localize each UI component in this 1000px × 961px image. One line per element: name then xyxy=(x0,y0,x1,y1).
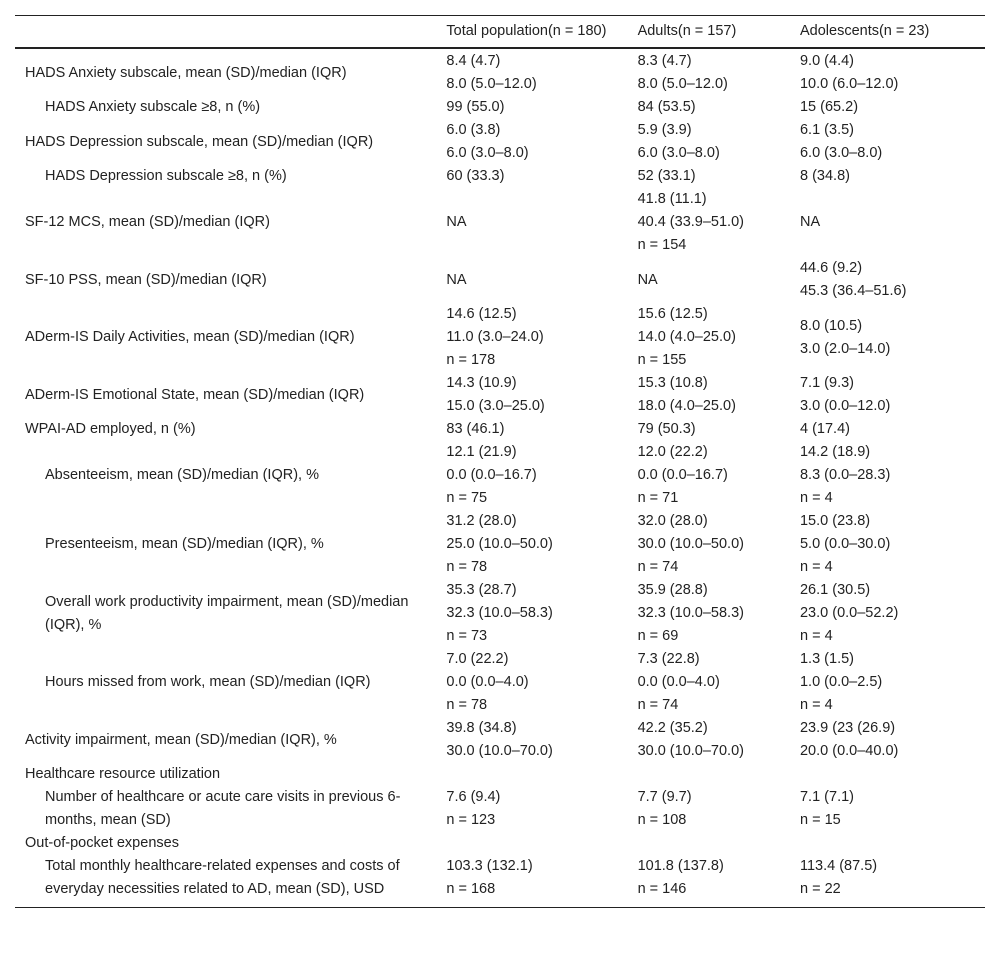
cell-value: 30.0 (10.0–50.0) xyxy=(637,536,744,552)
cell-value: n = 74 xyxy=(637,559,679,575)
cell-value: 12.1 (21.9) xyxy=(446,444,517,460)
cell-adolescents xyxy=(790,510,985,579)
cell-value: 8.0 (5.0–12.0) xyxy=(637,76,728,92)
cell-value: 42.2 (35.2) xyxy=(637,720,708,736)
table-row xyxy=(15,372,985,418)
header-adults-text: Adults(n = 157) xyxy=(637,23,737,39)
row-label: SF-12 MCS, mean (SD)/median (IQR) xyxy=(25,214,270,230)
cell-value: n = 69 xyxy=(637,628,679,644)
cell-adolescents xyxy=(790,303,985,372)
row-label: HADS Depression subscale ≥8, n (%) xyxy=(45,168,287,184)
cell-value: 0.0 (0.0–4.0) xyxy=(446,674,529,690)
cell-value: 5.0 (0.0–30.0) xyxy=(799,536,891,552)
cell-value: 4 (17.4) xyxy=(799,421,850,437)
cell-adults xyxy=(628,257,790,303)
row-label: HADS Depression subscale, mean (SD)/median (IQR) xyxy=(25,133,374,150)
cell-adults xyxy=(628,48,790,96)
cell-total xyxy=(436,717,627,763)
cell-value: n = 4 xyxy=(799,628,833,644)
cell-value: n = 178 xyxy=(446,352,496,368)
cell-value: 6.0 (3.8) xyxy=(446,122,501,138)
cell-adolescents xyxy=(790,257,985,303)
table-row xyxy=(15,648,985,717)
cell-adults xyxy=(628,717,790,763)
row-label: HADS Anxiety subscale ≥8, n (%) xyxy=(45,99,261,115)
table-row xyxy=(15,855,985,908)
cell-value: 44.6 (9.2) xyxy=(799,260,863,276)
cell-value: n = 146 xyxy=(637,881,687,897)
cell-value: 6.0 (3.0–8.0) xyxy=(799,145,883,161)
cell-value: 14.6 (12.5) xyxy=(446,306,517,322)
cell-adolescents xyxy=(790,855,985,908)
cell-value: n = 155 xyxy=(637,352,687,368)
cell-adults xyxy=(628,303,790,372)
cell-value: n = 73 xyxy=(446,628,488,644)
cell-value: 7.0 (22.2) xyxy=(446,651,509,667)
row-label: WPAI-AD employed, n (%) xyxy=(25,421,196,437)
cell-value: n = 74 xyxy=(637,697,679,713)
table-row xyxy=(15,832,985,855)
cell-value: n = 108 xyxy=(637,812,687,828)
cell-adolescents xyxy=(790,372,985,418)
cell-value: NA xyxy=(446,214,467,230)
row-label: SF-10 PSS, mean (SD)/median (IQR) xyxy=(25,271,267,288)
cell-value: 101.8 (137.8) xyxy=(637,858,724,874)
cell-value: 1.3 (1.5) xyxy=(799,651,854,667)
table-row xyxy=(15,119,985,165)
cell-adolescents xyxy=(790,418,985,441)
table-row xyxy=(15,418,985,441)
cell-value: 32.3 (10.0–58.3) xyxy=(637,605,744,621)
cell-adults xyxy=(628,579,790,648)
cell-adolescents xyxy=(790,96,985,119)
cell-value: 23.0 (0.0–52.2) xyxy=(799,605,899,621)
cell-adolescents xyxy=(790,648,985,717)
cell-value: NA xyxy=(446,271,467,288)
cell-value: 14.3 (10.9) xyxy=(446,375,517,391)
cell-value: 32.3 (10.0–58.3) xyxy=(446,605,553,621)
outcomes-table xyxy=(15,15,985,908)
cell-value: 6.0 (3.0–8.0) xyxy=(637,145,720,161)
row-label: HADS Anxiety subscale, mean (SD)/median (IQR) xyxy=(25,64,347,81)
cell-adults xyxy=(628,855,790,908)
cell-value: 8.3 (4.7) xyxy=(637,53,692,69)
cell-adults xyxy=(628,188,790,257)
cell-value: 14.2 (18.9) xyxy=(799,444,871,460)
cell-value: n = 154 xyxy=(637,237,687,253)
cell-total xyxy=(436,648,627,717)
cell-total xyxy=(436,763,627,786)
cell-total xyxy=(436,303,627,372)
cell-value: 7.7 (9.7) xyxy=(637,789,692,805)
cell-value: 30.0 (10.0–70.0) xyxy=(446,743,553,759)
cell-value: 31.2 (28.0) xyxy=(446,513,517,529)
table-row xyxy=(15,48,985,96)
row-label: Absenteeism, mean (SD)/median (IQR), % xyxy=(45,467,319,483)
table-body xyxy=(15,48,985,908)
table-row xyxy=(15,441,985,510)
cell-value: 52 (33.1) xyxy=(637,168,696,184)
cell-adolescents xyxy=(790,579,985,648)
cell-adolescents xyxy=(790,786,985,832)
header-label-cell xyxy=(15,16,436,49)
cell-value: 8.4 (4.7) xyxy=(446,53,501,69)
cell-value: 8.0 (10.5) xyxy=(799,317,863,334)
cell-value: 79 (50.3) xyxy=(637,421,696,437)
cell-value: 113.4 (87.5) xyxy=(799,858,878,874)
row-label: Total monthly healthcare-related expenses and costs of everyday necessities related to AD, mean (SD), USD xyxy=(45,858,400,897)
cell-value: 15.0 (23.8) xyxy=(799,513,871,529)
row-label: ADerm-IS Emotional State, mean (SD)/median (IQR) xyxy=(25,386,365,403)
cell-value: n = 75 xyxy=(446,490,488,506)
cell-adolescents xyxy=(790,763,985,786)
cell-value: 60 (33.3) xyxy=(446,168,505,184)
row-label: Overall work productivity impairment, mean (SD)/median (IQR), % xyxy=(45,593,409,633)
cell-value: 1.0 (0.0–2.5) xyxy=(799,674,883,690)
cell-value: 84 (53.5) xyxy=(637,99,696,115)
cell-adolescents xyxy=(790,119,985,165)
cell-value: 8.3 (0.0–28.3) xyxy=(799,467,891,483)
cell-value: 7.6 (9.4) xyxy=(446,789,501,805)
cell-value: 3.0 (0.0–12.0) xyxy=(799,398,891,414)
cell-value: 0.0 (0.0–4.0) xyxy=(637,674,720,690)
table-row xyxy=(15,717,985,763)
cell-value: 35.3 (28.7) xyxy=(446,582,517,598)
cell-value: 7.1 (7.1) xyxy=(799,789,854,805)
header-total-text: Total population(n = 180) xyxy=(446,23,607,39)
cell-total xyxy=(436,96,627,119)
row-label: Hours missed from work, mean (SD)/median (IQR) xyxy=(45,674,371,690)
cell-adults xyxy=(628,832,790,855)
header-row xyxy=(15,16,985,49)
header-total-population xyxy=(436,16,627,49)
cell-value: 0.0 (0.0–16.7) xyxy=(637,467,728,483)
cell-value: 15.6 (12.5) xyxy=(637,306,708,322)
table-row xyxy=(15,579,985,648)
row-label: Presenteeism, mean (SD)/median (IQR), % xyxy=(45,536,324,552)
cell-adults xyxy=(628,786,790,832)
cell-value: 3.0 (2.0–14.0) xyxy=(799,340,891,357)
cell-adults xyxy=(628,648,790,717)
cell-value: 45.3 (36.4–51.6) xyxy=(799,283,907,299)
cell-value: 8 (34.8) xyxy=(799,168,850,184)
cell-value: n = 123 xyxy=(446,812,496,828)
row-label: Healthcare resource utilization xyxy=(25,766,221,782)
cell-adolescents xyxy=(790,832,985,855)
cell-adolescents xyxy=(790,188,985,257)
cell-adolescents xyxy=(790,717,985,763)
cell-value: 26.1 (30.5) xyxy=(799,582,871,598)
cell-value: n = 15 xyxy=(799,812,841,828)
cell-value: n = 4 xyxy=(799,559,833,575)
cell-value: 40.4 (33.9–51.0) xyxy=(637,214,744,230)
cell-value: 25.0 (10.0–50.0) xyxy=(446,536,553,552)
table-row xyxy=(15,303,985,372)
cell-value: 32.0 (28.0) xyxy=(637,513,708,529)
row-label: ADerm-IS Daily Activities, mean (SD)/median (IQR) xyxy=(25,329,355,345)
table-row xyxy=(15,786,985,832)
header-adolescents xyxy=(790,16,985,49)
cell-value: 103.3 (132.1) xyxy=(446,858,533,874)
cell-total xyxy=(436,786,627,832)
cell-value: 6.1 (3.5) xyxy=(799,122,854,138)
row-label: Activity impairment, mean (SD)/median (IQR), % xyxy=(25,731,337,748)
table-row xyxy=(15,510,985,579)
cell-value: 35.9 (28.8) xyxy=(637,582,708,598)
cell-value: 41.8 (11.1) xyxy=(637,191,707,207)
cell-value: 15.3 (10.8) xyxy=(637,375,708,391)
cell-value: 99 (55.0) xyxy=(446,99,505,115)
table-row xyxy=(15,188,985,257)
cell-value: 20.0 (0.0–40.0) xyxy=(799,743,899,759)
cell-value: 30.0 (10.0–70.0) xyxy=(637,743,744,759)
cell-adults xyxy=(628,119,790,165)
table-header xyxy=(15,16,985,49)
cell-value: n = 78 xyxy=(446,559,488,575)
header-adolescents-text: Adolescents(n = 23) xyxy=(799,23,930,39)
cell-total xyxy=(436,372,627,418)
cell-value: 15 (65.2) xyxy=(799,99,859,115)
cell-value: 14.0 (4.0–25.0) xyxy=(637,329,736,345)
cell-total xyxy=(436,165,627,188)
cell-adults xyxy=(628,418,790,441)
cell-value: 5.9 (3.9) xyxy=(637,122,692,138)
cell-total xyxy=(436,257,627,303)
row-label: Out-of-pocket expenses xyxy=(25,835,179,851)
cell-total xyxy=(436,119,627,165)
cell-adolescents xyxy=(790,165,985,188)
cell-value: 18.0 (4.0–25.0) xyxy=(637,398,736,414)
cell-adults xyxy=(628,441,790,510)
table-row xyxy=(15,763,985,786)
table-row xyxy=(15,257,985,303)
cell-total xyxy=(436,579,627,648)
cell-value: 83 (46.1) xyxy=(446,421,505,437)
cell-value: 10.0 (6.0–12.0) xyxy=(799,76,899,92)
cell-value: n = 78 xyxy=(446,697,488,713)
cell-total xyxy=(436,48,627,96)
cell-value: 15.0 (3.0–25.0) xyxy=(446,398,545,414)
cell-total xyxy=(436,832,627,855)
cell-total xyxy=(436,510,627,579)
cell-total xyxy=(436,441,627,510)
cell-adults xyxy=(628,372,790,418)
table-row xyxy=(15,165,985,188)
row-label: Number of healthcare or acute care visits in previous 6-months, mean (SD) xyxy=(45,789,401,828)
cell-total xyxy=(436,418,627,441)
cell-value: 12.0 (22.2) xyxy=(637,444,708,460)
cell-total xyxy=(436,188,627,257)
table-row xyxy=(15,96,985,119)
cell-adolescents xyxy=(790,48,985,96)
cell-value: n = 168 xyxy=(446,881,496,897)
cell-value: 6.0 (3.0–8.0) xyxy=(446,145,529,161)
cell-adults xyxy=(628,510,790,579)
cell-adults xyxy=(628,763,790,786)
cell-value: NA xyxy=(799,214,821,230)
cell-total xyxy=(436,855,627,908)
cell-value: NA xyxy=(637,271,658,288)
cell-value: 11.0 (3.0–24.0) xyxy=(446,329,544,345)
cell-value: 0.0 (0.0–16.7) xyxy=(446,467,537,483)
cell-value: n = 71 xyxy=(637,490,679,506)
cell-value: n = 4 xyxy=(799,697,833,713)
cell-value: 23.9 (23 (26.9) xyxy=(799,720,896,736)
cell-adults xyxy=(628,165,790,188)
cell-value: 39.8 (34.8) xyxy=(446,720,517,736)
cell-value: 8.0 (5.0–12.0) xyxy=(446,76,537,92)
cell-value: 7.1 (9.3) xyxy=(799,375,854,391)
cell-value: 7.3 (22.8) xyxy=(637,651,700,667)
cell-value: n = 4 xyxy=(799,490,833,506)
cell-value: n = 22 xyxy=(799,881,841,897)
header-adults xyxy=(628,16,790,49)
cell-adolescents xyxy=(790,441,985,510)
cell-value: 9.0 (4.4) xyxy=(799,53,854,69)
cell-adults xyxy=(628,96,790,119)
